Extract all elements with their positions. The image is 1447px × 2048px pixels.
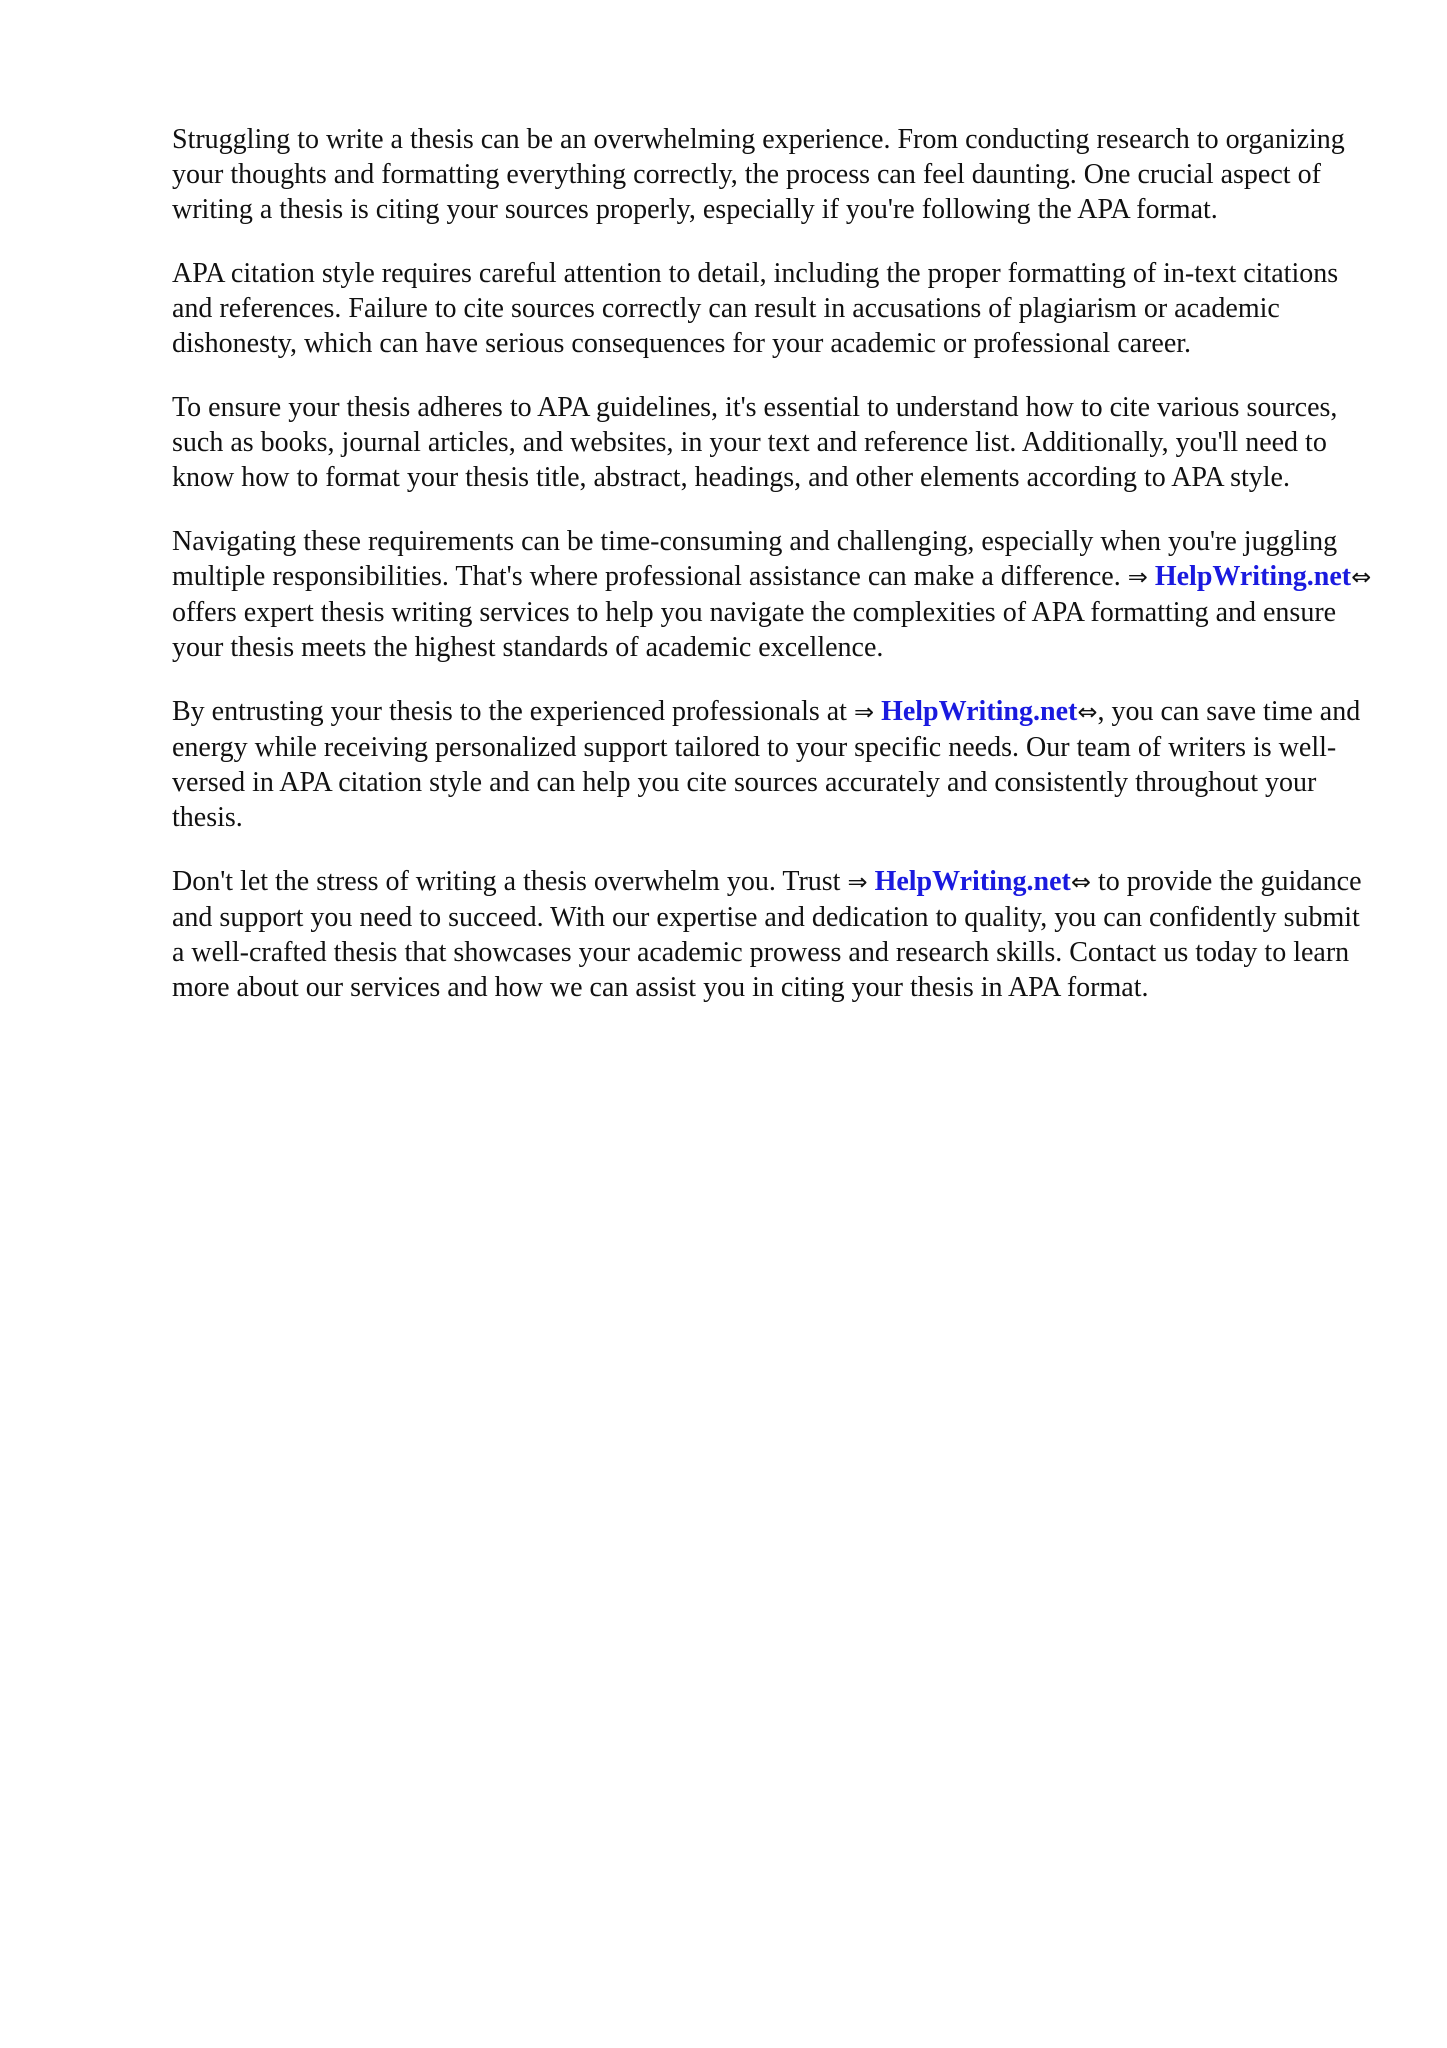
helpwriting-link[interactable]: HelpWriting.net — [874, 866, 1071, 897]
paragraph-intro: Struggling to write a thesis can be an overwhelming experience. From conducting research to organizing your thoughts and formatting everything correctly, the process can feel daunting. One crucial aspect of writing a thesis is citing your sources properly, especially if you're following the APA format. — [172, 124, 1345, 225]
document-body — [172, 122, 1372, 1034]
paragraph-entrusting — [172, 694, 1372, 835]
text: offers expert thesis writing services to help you navigate the complexities of APA formatting and ensure your thesis meets the highest standards of academic excellence. — [172, 597, 1337, 663]
arrow-right-icon: ⇒ — [1127, 563, 1148, 591]
arrow-both-icon: ⇔ — [1077, 698, 1098, 726]
helpwriting-link[interactable]: HelpWriting.net — [1154, 561, 1352, 592]
text: to provide the guidance and support you need to succeed. With our expertise and dedication to quality, you can confidently submit a well-crafted thesis that showcases your academic prowess and research skills. Contact us today to learn more about our services and how we can assist you in citing your thesis in APA format. — [172, 866, 1362, 1003]
paragraph-apa-style: APA citation style requires careful attention to detail, including the proper formatting of in-text citations and references. Failure to cite sources correctly can result in accusations of plagiarism or academic dishonesty, which can have serious consequences for your academic or professional career. — [172, 258, 1339, 359]
paragraph-closing — [172, 864, 1372, 1005]
text: Don't let the stress of writing a thesis overwhelm you. Trust — [172, 866, 848, 897]
text: Navigating these requirements can be time-consuming and challenging, especially when you're juggling multiple responsibilities. That's where professional assistance can make a difference. — [172, 526, 1338, 592]
arrow-both-icon: ⇔ — [1070, 868, 1091, 896]
arrow-both-icon: ⇔ — [1351, 563, 1372, 591]
paragraph-navigating — [172, 524, 1372, 665]
paragraph-guidelines: To ensure your thesis adheres to APA guidelines, it's essential to understand how to cite various sources, such as books, journal articles, and websites, in your text and reference list. Additionally, you'll need to know how to format your thesis title, abstract, headings, and other elements according to APA style. — [172, 392, 1338, 493]
text: , you can save time and energy while receiving personalized support tailored to your specific needs. Our team of writers is well-versed in APA citation style and can help you cite sources accurately and consistently throughout your thesis. — [172, 696, 1361, 833]
text: By entrusting your thesis to the experienced professionals at — [172, 696, 854, 727]
arrow-right-icon: ⇒ — [853, 698, 875, 726]
helpwriting-link[interactable]: HelpWriting.net — [881, 696, 1078, 727]
arrow-right-icon: ⇒ — [847, 868, 868, 896]
